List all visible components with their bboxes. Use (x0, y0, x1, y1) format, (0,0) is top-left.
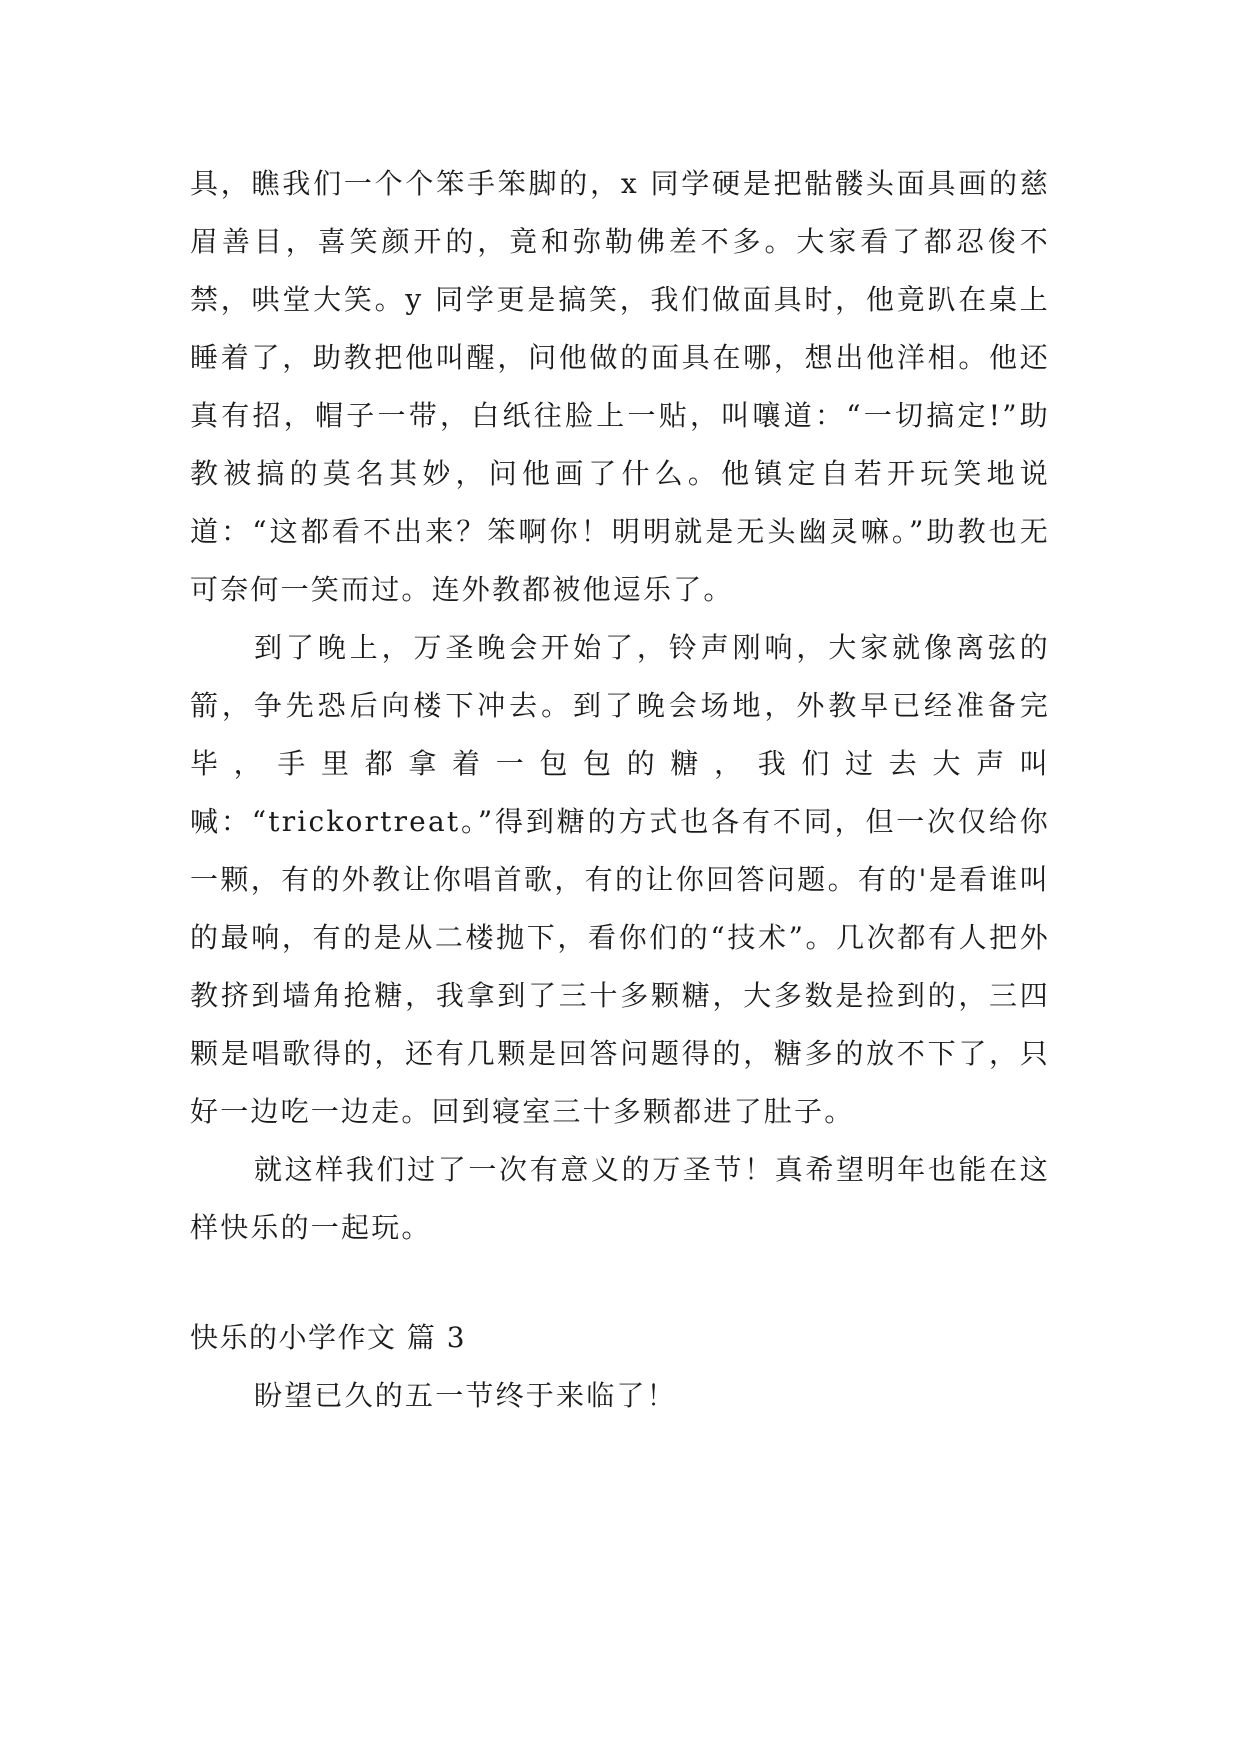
paragraph-continued: 具，瞧我们一个个笨手笨脚的，x 同学硬是把骷髅头面具画的慈眉善目，喜笑颜开的，竟和弥勒佛差不多。大家看了都忍俊不禁，哄堂大笑。y 同学更是搞笑，我们做面具时，他竟趴在桌上睡着了，助教把他叫醒，问他做的面具在哪，想出他洋相。他还真有招，帽子一带，白纸往脸上一贴，叫嚷道：“一切搞定!”助教被搞的莫名其妙，问他画了什么。他镇定自若开玩笑地说道：“这都看不出来？笨啊你！明明就是无头幽灵嘛。”助教也无可奈何一笑而过。连外教都被他逗乐了。 (190, 167, 1050, 606)
section-spacer (190, 1257, 1050, 1309)
paragraph-halloween-party: 到了晚上，万圣晚会开始了，铃声刚响，大家就像离弦的箭，争先恐后向楼下冲去。到了晚会场地，外教早已经准备完毕，手里都拿着一包包的糖，我们过去大声叫喊：“trickortreat。”得到糖的方式也各有不同，但一次仅给你一颗，有的外教让你唱首歌，有的让你回答问题。有的'是看谁叫的最响，有的是从二楼抛下，看你们的“技术”。几次都有人把外教挤到墙角抢糖，我拿到了三十多颗糖，大多数是捡到的，三四颗是唱歌得的，还有几颗是回答问题得的，糖多的放不下了，只好一边吃一边走。回到寝室三十多颗都进了肚子。 (190, 631, 1050, 1128)
section-heading: 快乐的小学作文 篇 3 (190, 1321, 467, 1354)
document-body (190, 155, 1050, 1425)
paragraph-section-opening: 盼望已久的五一节终于来临了！ (254, 1379, 677, 1412)
paragraph-conclusion: 就这样我们过了一次有意义的万圣节！真希望明年也能在这样快乐的一起玩。 (190, 1153, 1050, 1244)
